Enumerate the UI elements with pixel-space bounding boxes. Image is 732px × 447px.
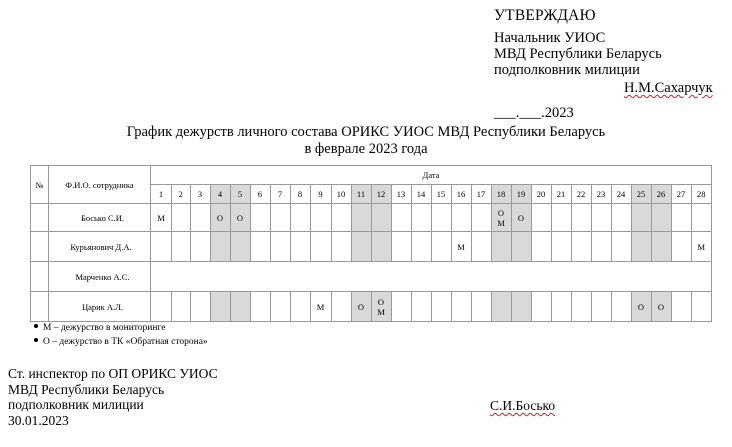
duty-cell (571, 292, 591, 322)
day-header: 26 (651, 185, 671, 204)
duty-cell (310, 204, 331, 232)
duty-cell (172, 232, 191, 262)
duty-cell (210, 232, 230, 262)
table-row (31, 262, 712, 292)
day-header: 1 (151, 185, 172, 204)
duty-cell (491, 232, 511, 262)
duty-cell (531, 292, 551, 322)
duty-cell (270, 232, 290, 262)
duty-cell (310, 232, 331, 262)
title-line-1: График дежурств личного состава ОРИКС УИОС МВД Республики Беларусь (126, 124, 606, 140)
duty-cell: О (631, 292, 651, 322)
duty-cell (491, 292, 511, 322)
header-number: № (31, 166, 49, 204)
duty-cell: М (310, 292, 331, 322)
header-date: Дата (151, 166, 712, 185)
duty-cell (331, 204, 351, 232)
duty-cell: О (210, 204, 230, 232)
duty-cell: М (691, 232, 712, 262)
duty-cell (671, 292, 691, 322)
row-number-cell (31, 292, 49, 322)
duty-cell: О (230, 204, 250, 232)
duty-cell (290, 204, 310, 232)
duty-cell: М (451, 232, 471, 262)
duty-cell (270, 292, 290, 322)
table-row (31, 204, 712, 232)
duty-cell (411, 292, 431, 322)
duty-cell (511, 292, 531, 322)
duty-cell: О (651, 292, 671, 322)
title-line-2: в феврале 2023 года (304, 141, 428, 157)
day-header: 12 (371, 185, 391, 204)
signature-date: 30.01.2023 (8, 412, 69, 428)
day-header: 21 (551, 185, 571, 204)
day-header: 15 (431, 185, 451, 204)
duty-cell (431, 232, 451, 262)
duty-cell (611, 204, 631, 232)
duty-cell (691, 204, 712, 232)
duty-cell (471, 232, 491, 262)
signature-block (8, 366, 218, 428)
day-header: 8 (290, 185, 310, 204)
signer-organization: МВД Республики Беларусь (8, 381, 165, 397)
row-number-cell (31, 262, 49, 292)
duty-cell (371, 232, 391, 262)
duty-cell (351, 204, 371, 232)
duty-cell (391, 232, 411, 262)
duty-cell (151, 232, 172, 262)
document-title (0, 124, 732, 158)
legend-item: М – дежурство в мониторинге (34, 321, 208, 335)
day-header: 19 (511, 185, 531, 204)
duty-cell (151, 292, 172, 322)
approval-name: Н.М.Сахарчук (624, 80, 713, 96)
duty-cell (411, 232, 431, 262)
duty-cell (250, 232, 270, 262)
duty-cell (611, 292, 631, 322)
duty-cell: О М (371, 292, 391, 322)
duty-cell (591, 292, 611, 322)
duty-cell (391, 292, 411, 322)
signer-position: Ст. инспектор по ОП ОРИКС УИОС (8, 366, 218, 381)
approval-block (494, 8, 713, 121)
day-header: 13 (391, 185, 411, 204)
duty-cell (290, 292, 310, 322)
row-number-cell (31, 204, 49, 232)
day-header: 16 (451, 185, 471, 204)
merged-day-cells (151, 262, 712, 292)
duty-cell (451, 292, 471, 322)
duty-cell (190, 292, 210, 322)
employee-name-cell: Марченко А.С. (49, 262, 151, 292)
day-header: 2 (172, 185, 191, 204)
duty-cell (290, 232, 310, 262)
signer-name: С.И.Босько (490, 398, 556, 413)
day-header: 7 (270, 185, 290, 204)
duty-cell (451, 204, 471, 232)
day-header: 6 (250, 185, 270, 204)
table-row (31, 232, 712, 262)
duty-cell (531, 204, 551, 232)
duty-cell (571, 204, 591, 232)
table-row (31, 292, 712, 322)
day-header: 10 (331, 185, 351, 204)
duty-cell (190, 232, 210, 262)
bullet-icon (34, 338, 38, 342)
day-header: 27 (671, 185, 691, 204)
day-header: 17 (471, 185, 491, 204)
day-header: 22 (571, 185, 591, 204)
approval-position: Начальник УИОС (494, 30, 606, 46)
duty-cell: О М (491, 204, 511, 232)
duty-cell (691, 292, 712, 322)
approval-heading: УТВЕРЖДАЮ (494, 7, 596, 24)
duty-cell (250, 292, 270, 322)
approval-organization: МВД Республики Беларусь (494, 46, 662, 62)
duty-cell (471, 204, 491, 232)
row-number-cell (31, 232, 49, 262)
duty-cell (571, 232, 591, 262)
duty-cell (371, 204, 391, 232)
employee-name-cell: Царик А.Л. (49, 292, 151, 322)
duty-cell (411, 204, 431, 232)
duty-cell (431, 204, 451, 232)
duty-cell (471, 292, 491, 322)
duty-cell (551, 292, 571, 322)
duty-cell (431, 292, 451, 322)
duty-cell (230, 232, 250, 262)
duty-cell (651, 204, 671, 232)
legend-item: О – дежурство в ТК «Обратная сторона» (34, 335, 208, 349)
duty-cell: М (151, 204, 172, 232)
day-header: 11 (351, 185, 371, 204)
day-header: 18 (491, 185, 511, 204)
duty-cell (671, 204, 691, 232)
duty-cell (631, 204, 651, 232)
duty-cell (331, 232, 351, 262)
duty-cell (591, 204, 611, 232)
duty-cell (230, 292, 250, 322)
approval-date: ___.___.2023 (494, 105, 574, 121)
duty-cell (331, 292, 351, 322)
duty-cell (671, 232, 691, 262)
signer-rank: подполковник милиции (8, 397, 144, 412)
duty-cell (172, 292, 191, 322)
duty-schedule-table (30, 165, 712, 322)
duty-cell (210, 292, 230, 322)
duty-cell (611, 232, 631, 262)
header-employee-name: Ф.И.О. сотрудника (49, 166, 151, 204)
duty-cell (551, 232, 571, 262)
day-header: 9 (310, 185, 331, 204)
duty-cell (250, 204, 270, 232)
duty-cell (270, 204, 290, 232)
employee-name-cell: Босько С.И. (49, 204, 151, 232)
day-header: 4 (210, 185, 230, 204)
duty-cell (351, 232, 371, 262)
duty-cell (172, 204, 191, 232)
day-header: 28 (691, 185, 712, 204)
legend (34, 321, 208, 349)
day-header: 14 (411, 185, 431, 204)
day-header: 24 (611, 185, 631, 204)
duty-cell (591, 232, 611, 262)
employee-name-cell: Курьянович Д.А. (49, 232, 151, 262)
approval-rank: подполковник милиции (494, 62, 640, 78)
duty-cell (631, 232, 651, 262)
duty-cell: О (511, 204, 531, 232)
day-header: 5 (230, 185, 250, 204)
duty-cell (651, 232, 671, 262)
duty-cell (511, 232, 531, 262)
duty-cell (551, 204, 571, 232)
day-header: 25 (631, 185, 651, 204)
duty-cell: О (351, 292, 371, 322)
day-header: 23 (591, 185, 611, 204)
day-header: 20 (531, 185, 551, 204)
duty-cell (531, 232, 551, 262)
day-header: 3 (190, 185, 210, 204)
duty-cell (190, 204, 210, 232)
duty-cell (391, 204, 411, 232)
bullet-icon (34, 324, 38, 328)
